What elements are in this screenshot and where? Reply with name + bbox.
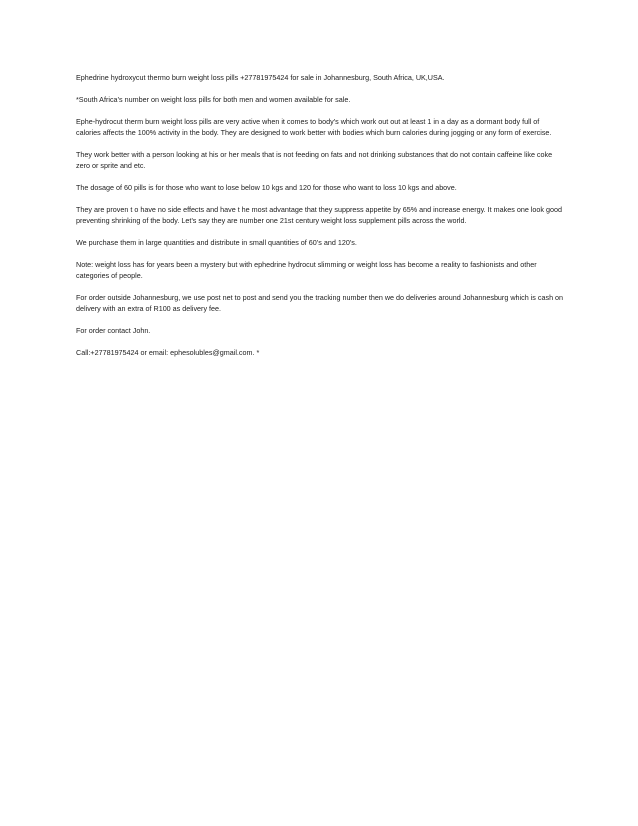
- paragraph-usage: They work better with a person looking at his or her meals that is not feeding on fats and not drinking substances that do not contain caffeine like coke zero or sprite and etc.: [76, 150, 553, 170]
- paragraph-contact: For order contact John.: [76, 326, 151, 335]
- paragraph-intro: *South Africa’s number on weight loss pills for both men and women available for sale.: [76, 95, 351, 104]
- document-body: [76, 72, 564, 369]
- paragraph-effects: They are proven t o have no side effects and have t he most advantage that they suppress appetite by 65% and increase energy. It makes one look good preventing shrinking of the body. Let’s say they are number one 21st century weight loss supplement pills across the world.: [76, 205, 562, 225]
- paragraph-dosage: The dosage of 60 pills is for those who want to lose below 10 kgs and 120 for those who want to loss 10 kgs and above.: [76, 183, 457, 192]
- paragraph-description: Ephe-hydrocut therm burn weight loss pills are very active when it comes to body’s which work out out at least 1 in a day as a dormant body full of calories affects the 100% activity in the body. They are designed to work better with bodies which burn calories during jogging or any form of exercise.: [76, 117, 552, 137]
- paragraph-delivery: For order outside Johannesburg, we use post net to post and send you the tracking number then we do deliveries around Johannesburg which is cash on delivery with an extra of R100 as delivery fee.: [76, 293, 564, 313]
- paragraph-purchase: We purchase them in large quantities and distribute in small quantities of 60’s and 120’s.: [76, 238, 357, 247]
- paragraph-title: Ephedrine hydroxycut thermo burn weight loss pills +27781975424 for sale in Johannesburg, South Africa, UK,USA.: [76, 73, 445, 82]
- paragraph-note: Note: weight loss has for years been a mystery but with ephedrine hydrocut slimming or weight loss has become a reality to fashionists and other categories of people.: [76, 260, 537, 280]
- paragraph-call: Call:+27781975424 or email: ephesolubles@gmail.com. *: [76, 348, 260, 357]
